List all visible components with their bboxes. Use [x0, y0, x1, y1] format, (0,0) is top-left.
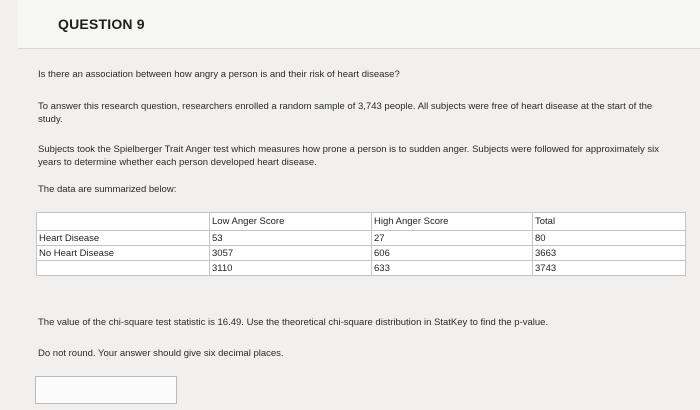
question-header: [18, 0, 700, 49]
table-cell: 53: [210, 231, 372, 246]
table-cell: No Heart Disease: [37, 246, 210, 261]
instruction-text: The value of the chi-square test statistic is 16.49. Use the theoretical chi-square distribution in StatKey to find the p-value.: [38, 317, 549, 328]
table-cell: 27: [372, 231, 533, 246]
table-cell: 3743: [533, 261, 686, 276]
table-cell: 606: [372, 246, 533, 261]
rounding-note: Do not round. Your answer should give six decimal places.: [38, 348, 284, 359]
table-row: [37, 246, 686, 261]
table-cell: 633: [372, 261, 533, 276]
table-cell: 80: [533, 231, 686, 246]
study-description: To answer this research question, researchers enrolled a random sample of 3,743 people. All subjects were free of heart disease at the start of the study.: [38, 101, 653, 125]
table-header-row: [37, 213, 686, 231]
data-table: [36, 212, 686, 276]
table-cell: 3663: [533, 246, 686, 261]
table-row: [37, 261, 686, 276]
table-cell: Heart Disease: [37, 231, 210, 246]
table-header-cell: High Anger Score: [372, 213, 533, 231]
table-header-cell: [37, 213, 210, 231]
table-row: [37, 231, 686, 246]
table-cell: [37, 261, 210, 276]
question-title: QUESTION 9: [58, 16, 145, 32]
table-cell: 3110: [210, 261, 372, 276]
answer-input[interactable]: [35, 376, 177, 404]
data-summary-label: The data are summarized below:: [38, 184, 177, 195]
table-header-cell: Low Anger Score: [210, 213, 372, 231]
table-header-cell: Total: [533, 213, 686, 231]
test-description: Subjects took the Spielberger Trait Anger test which measures how prone a person is to sudden anger. Subjects were followed for approximately six years to determine whether each person developed heart disease.: [38, 144, 660, 168]
question-prompt: Is there an association between how angry a person is and their risk of heart disease?: [38, 69, 400, 80]
table-cell: 3057: [210, 246, 372, 261]
